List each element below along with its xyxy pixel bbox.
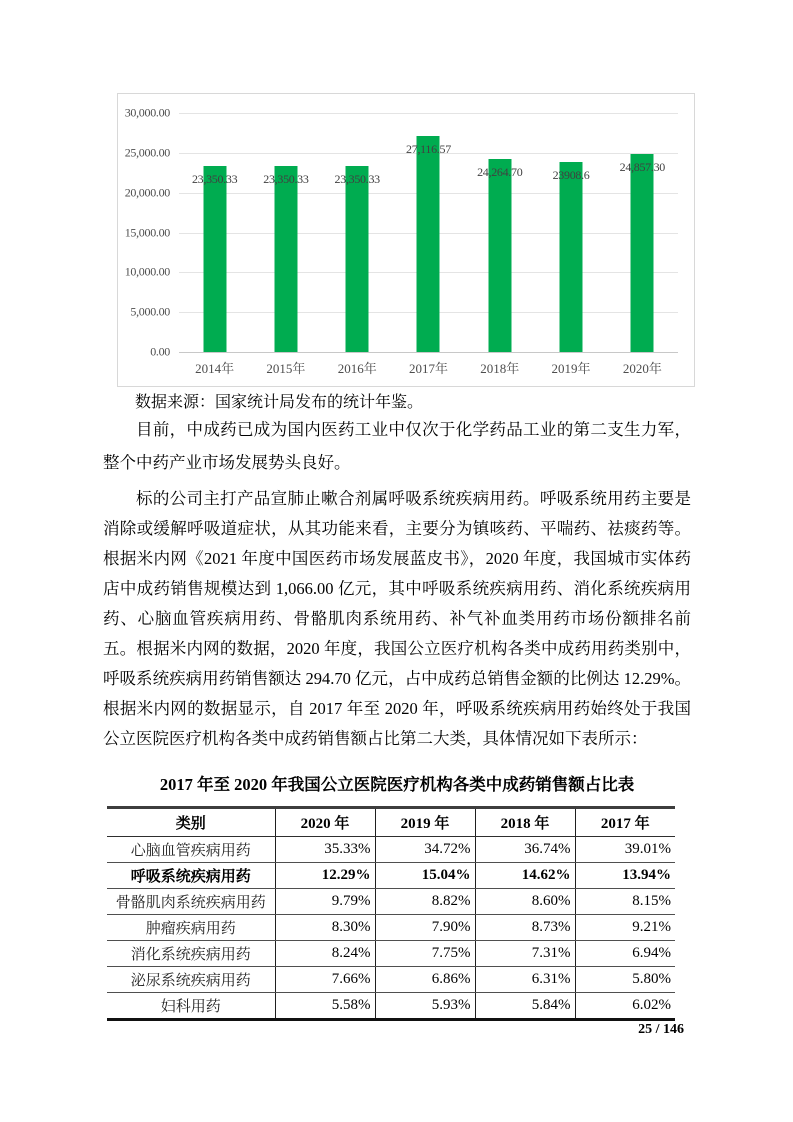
value-cell: 13.94% [575, 863, 675, 889]
value-cell: 8.73% [475, 915, 575, 941]
table-header-row [107, 808, 675, 837]
bar-slot [393, 113, 464, 352]
value-cell: 5.84% [475, 993, 575, 1020]
y-axis-tick-label: 10,000.00 [124, 264, 170, 279]
value-cell: 7.90% [375, 915, 475, 941]
x-axis-tick-label: 2015年 [266, 361, 306, 376]
bar-chart [117, 93, 695, 387]
table-header-cell: 类别 [107, 808, 275, 837]
x-axis-tick-label: 2018年 [480, 361, 520, 376]
value-cell: 34.72% [375, 837, 475, 863]
value-cell: 8.82% [375, 889, 475, 915]
table-header-cell: 2018 年 [475, 808, 575, 837]
chart-y-axis [118, 105, 170, 359]
bar-2018年 [488, 159, 511, 352]
table-header-cell: 2017 年 [575, 808, 675, 837]
bar-2015年 [274, 166, 297, 352]
value-cell: 6.86% [375, 967, 475, 993]
table-header-cell: 2020 年 [275, 808, 375, 837]
x-axis-line [179, 352, 678, 353]
bar-value-label: 27,116.57 [406, 141, 451, 156]
table-row [107, 941, 675, 967]
y-axis-tick-label: 20,000.00 [124, 185, 170, 200]
table-title: 2017 年至 2020 年我国公立医院医疗机构各类中成药销售额占比表 [159, 775, 635, 794]
bar-slot [607, 113, 678, 352]
value-cell: 7.75% [375, 941, 475, 967]
value-cell: 6.94% [575, 941, 675, 967]
table-header-cell: 2019 年 [375, 808, 475, 837]
bar-value-label: 24,264.70 [477, 164, 523, 179]
y-axis-tick-label: 0.00 [150, 344, 170, 359]
x-axis-tick-label: 2014年 [195, 361, 235, 376]
category-cell: 骨骼肌肉系统疾病用药 [107, 889, 275, 915]
table-row [107, 837, 675, 863]
bar-2014年 [203, 166, 226, 352]
value-cell: 8.60% [475, 889, 575, 915]
table-row [107, 915, 675, 941]
bar-slot [179, 113, 250, 352]
value-cell: 7.66% [275, 967, 375, 993]
x-axis-tick-label: 2016年 [337, 361, 377, 376]
bar-2019年 [560, 162, 583, 352]
value-cell: 14.62% [475, 863, 575, 889]
bar-slot [322, 113, 393, 352]
value-cell: 12.29% [275, 863, 375, 889]
value-cell: 8.30% [275, 915, 375, 941]
bar-value-label: 24,857.30 [619, 159, 665, 174]
table-row [107, 889, 675, 915]
value-cell: 35.33% [275, 837, 375, 863]
value-cell: 36.74% [475, 837, 575, 863]
value-cell: 8.24% [275, 941, 375, 967]
table-row [107, 967, 675, 993]
value-cell: 39.01% [575, 837, 675, 863]
chart-x-axis [179, 358, 678, 377]
table-body [107, 837, 675, 1020]
bar-2017年 [417, 136, 440, 352]
y-axis-tick-label: 15,000.00 [124, 225, 170, 239]
value-cell: 6.31% [475, 967, 575, 993]
body-paragraph-1: 目前，中成药已成为国内医药工业中仅次于化学药品工业的第二支生力军，整个中药产业市场发展势头良好。 [103, 420, 691, 472]
category-cell: 泌尿系统疾病用药 [107, 967, 275, 993]
bar-slot [464, 113, 535, 352]
page-number: 25 / 146 [638, 1022, 684, 1037]
bar-value-label: 23908.6 [552, 167, 590, 182]
bar-slot [250, 113, 321, 352]
value-cell: 15.04% [375, 863, 475, 889]
bar-value-label: 23,350.33 [334, 171, 380, 186]
bar-2020年 [631, 154, 654, 352]
value-cell: 6.02% [632, 997, 671, 1013]
x-axis-tick-label: 2020年 [622, 361, 662, 376]
bar-value-label: 23,350.33 [191, 171, 238, 186]
value-cell: 7.31% [475, 941, 575, 967]
category-cell: 呼吸系统疾病用药 [107, 863, 275, 889]
y-axis-tick-label: 25,000.00 [124, 145, 170, 160]
bar-2016年 [346, 166, 369, 352]
value-cell: 8.15% [575, 889, 675, 915]
y-axis-tick-label: 30,000.00 [124, 105, 170, 120]
value-cell: 5.80% [575, 967, 675, 993]
table-header-row [107, 808, 675, 837]
table-row [107, 863, 675, 889]
value-cell: 5.58% [275, 993, 375, 1020]
category-cell: 消化系统疾病用药 [107, 941, 275, 967]
body-paragraph-2: 标的公司主打产品宣肺止嗽合剂属呼吸系统疾病用药。呼吸系统用药主要是消除或缓解呼吸道症状，从其功能来看，主要分为镇咳药、平喘药、祛痰药等。根据米内网《2021 年度中国医药市场发展蓝皮书》，2020 年度，我国城市实体药店中成药销售规模达到 1,066.00 亿元，其中呼吸系统疾病用药、消化系统疾病用药、心脑血管疾病用药、骨骼肌肉系统用药、补气补血类用药市场份额排名前五。根据米内网的数据，2020 年度，我国公立医疗机构各类中成药用药类别中，呼吸系统疾病用药销售额达 294.70 亿元，占中成药总销售金额的比例达 12.29%。根据米内网的数据显示，自 2017 年至 2020 年，呼吸系统疾病用药始终处于我国公立医院医疗机构各类中成药销售额占比第二大类，具体情况如下表所示： [103, 489, 691, 748]
y-axis-tick-label: 5,000.00 [130, 304, 170, 319]
chart-source-note: 数据来源：国家统计局发布的统计年鉴。 [135, 394, 424, 411]
bar-slot [535, 113, 606, 352]
value-cell: 9.21% [575, 915, 675, 941]
x-axis-tick-label: 2017年 [408, 361, 448, 376]
value-cell: 5.93% [375, 993, 475, 1020]
chart-bars [179, 113, 678, 352]
category-cell: 心脑血管疾病用药 [107, 837, 275, 863]
category-cell: 肿瘤疾病用药 [107, 915, 275, 941]
table-row [107, 993, 675, 1020]
share-ratio-table [107, 806, 675, 1021]
value-cell: 9.79% [275, 889, 375, 915]
chart-plot [179, 113, 678, 352]
category-cell: 妇科用药 [107, 993, 275, 1020]
x-axis-tick-label: 2019年 [551, 361, 591, 376]
bar-value-label: 23,350.33 [263, 171, 309, 186]
